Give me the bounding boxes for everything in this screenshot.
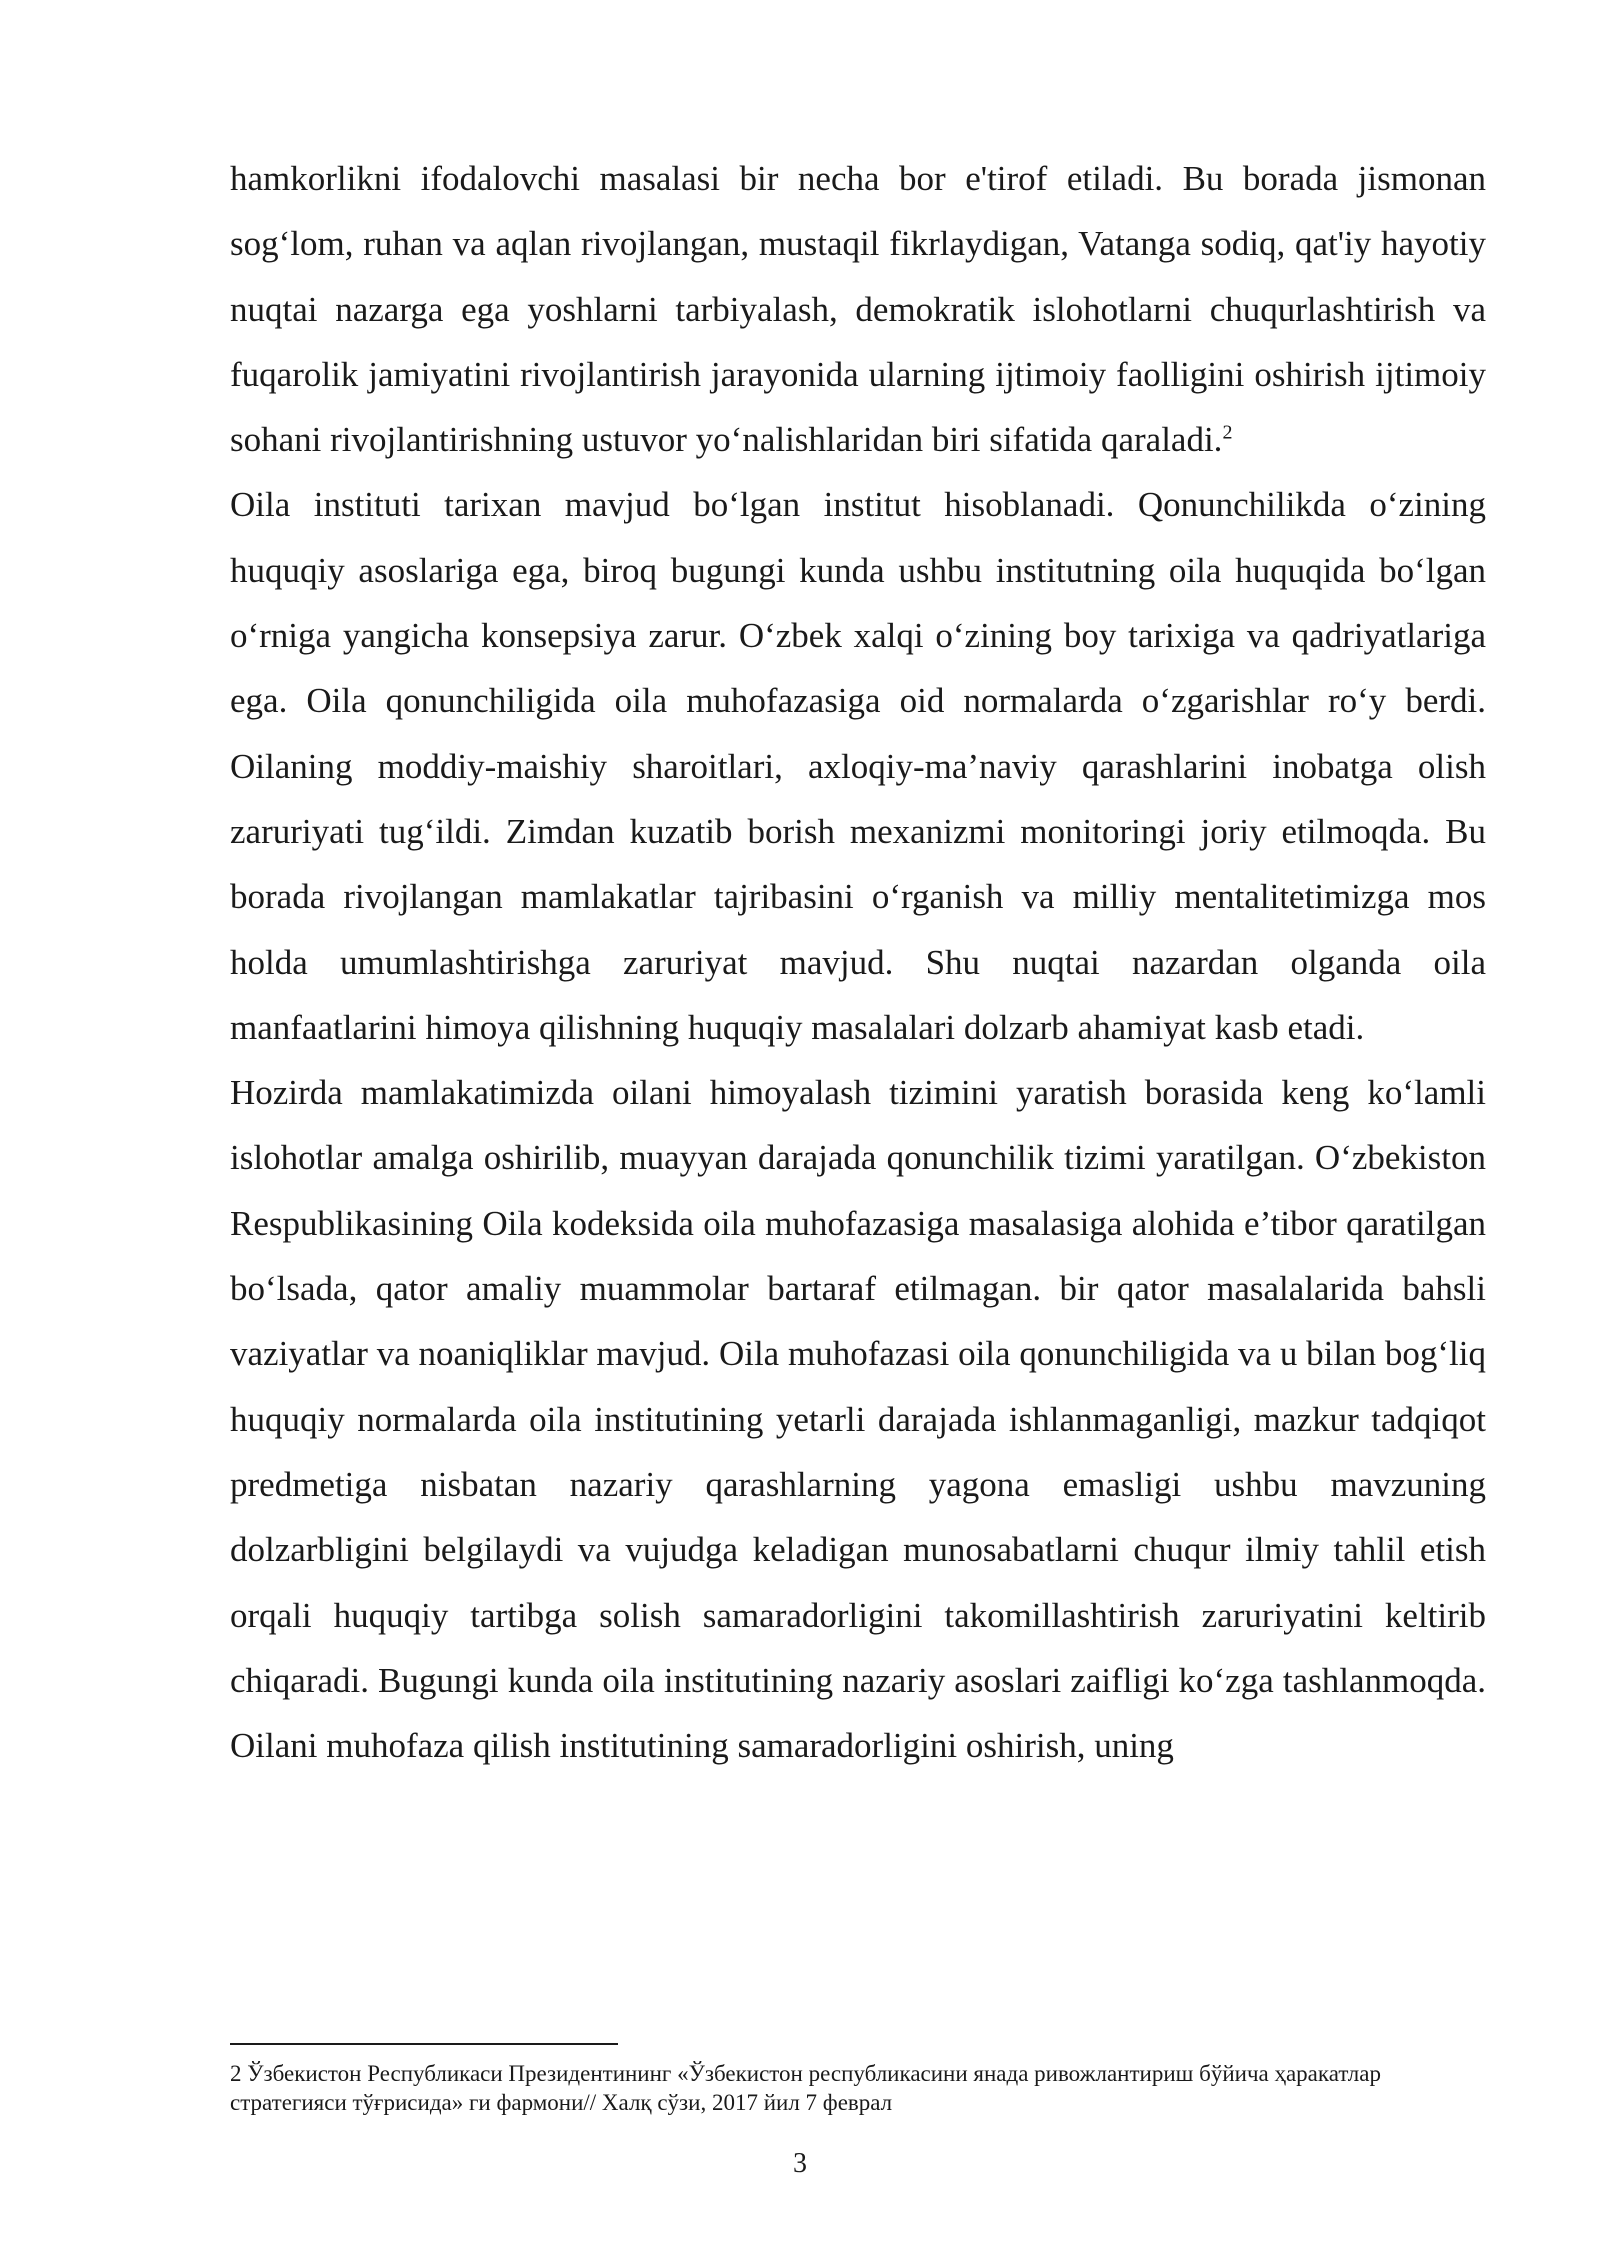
paragraph-1-text: hamkorlikni ifodalovchi masalasi bir necha bor e'tirof etiladi. Bu borada jismonan sog‘lom, ruhan va aqlan rivojlangan, mustaqil fikrlaydigan, Vatanga sodiq, qat'iy hayotiy nuqtai nazarga ega yoshlarni tarbiyalash, demokratik islohotlarni chuqurlashtirish va fuqarolik jamiyatini rivojlantirish jarayonida ularning ijtimoiy faolligini oshirish ijtimoiy sohani rivojlantirishning ustuvor yo‘nalishlaridan biri sifatida qaraladi.	[230, 159, 1486, 460]
body-text	[230, 146, 1486, 1778]
footnote: 2 Ўзбекистон Республикаси Президентининг «Ўзбекистон республикасини янада ривожлантириш бўйича ҳаракатлар стратегияси тўғрисида» ги фармони// Халқ сўзи, 2017 йил 7 феврал	[230, 2061, 1381, 2115]
footnote-separator	[230, 2043, 618, 2045]
paragraph-3: Hozirda mamlakatimizda oilani himoyalash tizimini yaratish borasida keng ko‘lamli islohotlar amalga oshirilib, muayyan darajada qonunchilik tizimi yaratilgan. O‘zbekiston Respublikasining Oila kodeksida oila muhofazasiga masalasiga alohida e’tibor qaratilgan bo‘lsada, qator amaliy muammolar bartaraf etilmagan. bir qator masalalarida bahsli vaziyatlar va noaniqliklar mavjud. Oila muhofazasi oila qonunchiligida va u bilan bog‘liq huquqiy normalarda oila institutining yetarli darajada ishlanmaganligi, mazkur tadqiqot predmetiga nisbatan nazariy qarashlarning yagona emasligi ushbu mavzuning dolzarbligini belgilaydi va vujudga keladigan munosabatlarni chuqur ilmiy tahlil etish orqali huquqiy tartibga solish samaradorligini takomillashtirish zaruriyatini keltirib chiqaradi. Bugungi kunda oila institutining nazariy asoslari zaifligi ko‘zga tashlanmoqda. Oilani muhofaza qilish institutining samaradorligini oshirish, uning	[230, 1073, 1486, 1766]
paragraph-1	[230, 146, 1486, 472]
page-number: 3	[793, 2148, 807, 2179]
paragraph-2: Oila instituti tarixan mavjud bo‘lgan institut hisoblanadi. Qonunchilikda o‘zining huquqiy asoslariga ega, biroq bugungi kunda ushbu institutning oila huquqida bo‘lgan o‘rniga yangicha konsepsiya zarur. O‘zbek xalqi o‘zining boy tarixiga va qadriyatlariga ega. Oila qonunchiligida oila muhofazasiga oid normalarda o‘zgarishlar ro‘y berdi. Oilaning moddiy-maishiy sharoitlari, axloqiy-ma’naviy qarashlarini inobatga olish zaruriyati tug‘ildi. Zimdan kuzatib borish mexanizmi monitoringi joriy etilmoqda. Bu borada rivojlangan mamlakatlar tajribasini o‘rganish va milliy mentalitetimizga mos holda umumlashtirishga zaruriyat mavjud. Shu nuqtai nazardan olganda oila manfaatlarini himoya qilishning huquqiy masalalari dolzarb ahamiyat kasb etadi.	[230, 485, 1486, 1047]
footnote-reference[interactable]: 2	[1222, 421, 1233, 444]
